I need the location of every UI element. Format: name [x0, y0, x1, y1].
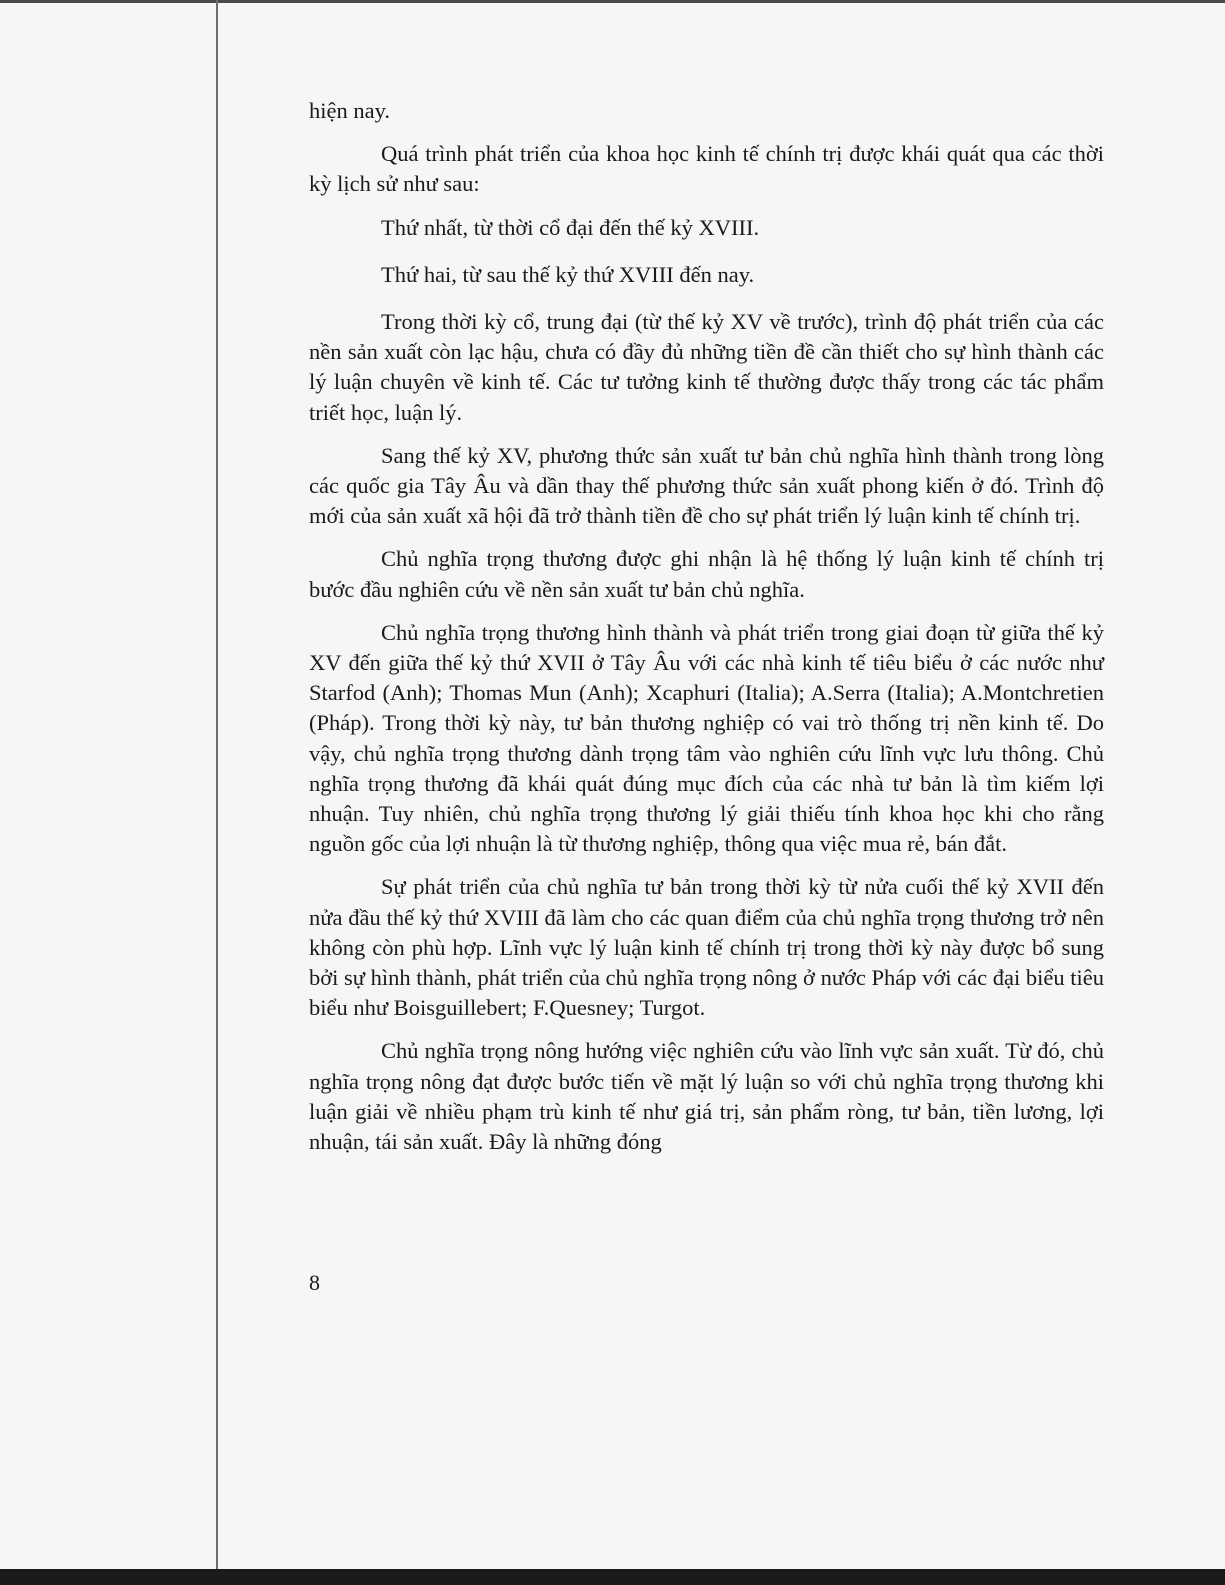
scan-bottom-edge [0, 1569, 1225, 1585]
paragraph-period-one: Thứ nhất, từ thời cổ đại đến thế kỷ XVIII. [381, 214, 760, 240]
paragraph-physiocracy-intro: Sự phát triển của chủ nghĩa tư bản trong thời kỳ từ nửa cuối thế kỷ XVII đến nửa đầu thế kỷ thứ XVIII đã làm cho các quan điểm của chủ nghĩa trọng thương trở nên không còn phù hợp. Lĩnh vực lý luận kinh tế chính trị trong thời kỳ này được bổ sung bởi sự hình thành, phát triển của chủ nghĩa trọng nông ở nước Pháp với các đại biểu tiêu biểu như Boisguillebert; F.Quesney; Turgot. [309, 874, 1104, 1021]
paragraph-physiocracy-detail: Chủ nghĩa trọng nông hướng việc nghiên cứu vào lĩnh vực sản xuất. Từ đó, chủ nghĩa trọng nông đạt được bước tiến về mặt lý luận so với chủ nghĩa trọng thương khi luận giải về nhiều phạm trù kinh tế như giá trị, sản phẩm ròng, tư bản, tiền lương, lợi nhuận, tái sản xuất. Đây là những đóng [309, 1038, 1104, 1155]
paragraph-continuation: hiện nay. [309, 98, 391, 123]
binding-edge-line [216, 0, 218, 1585]
paragraph-fifteenth-century: Sang thế kỷ XV, phương thức sản xuất tư bản chủ nghĩa hình thành trong lòng các quốc gia Tây Âu và dần thay thế phương thức sản xuất phong kiến ở đó. Trình độ mới của sản xuất xã hội đã trở thành tiền đề cho sự phát triển lý luận kinh tế chính trị. [309, 442, 1104, 529]
paragraph-mercantilism-detail: Chủ nghĩa trọng thương hình thành và phát triển trong giai đoạn từ giữa thế kỷ XV đến giữa thế kỷ thứ XVII ở Tây Âu với các nhà kinh tế tiêu biểu ở các nước như Starfod (Anh); Thomas Mun (Anh); Xcaphuri (Italia); A.Serra (Italia); A.Montchretien (Pháp). Trong thời kỳ này, tư bản thương nghiệp có vai trò thống trị nền kinh tế. Do vậy, chủ nghĩa trọng thương dành trọng tâm vào nghiên cứu lĩnh vực lưu thông. Chủ nghĩa trọng thương đã khái quát đúng mục đích của các nhà tư bản là tìm kiếm lợi nhuận. Tuy nhiên, chủ nghĩa trọng thương lý giải thiếu tính khoa học khi cho rằng nguồn gốc của lợi nhuận là từ thương nghiệp, thông qua việc mua rẻ, bán đắt. [309, 619, 1104, 857]
paragraph-mercantilism-intro: Chủ nghĩa trọng thương được ghi nhận là hệ thống lý luận kinh tế chính trị bước đầu nghiên cứu về nền sản xuất tư bản chủ nghĩa. [309, 546, 1104, 602]
body-text [309, 96, 1104, 1170]
scan-top-edge [0, 0, 1225, 3]
paragraph-ancient-medieval: Trong thời kỳ cổ, trung đại (từ thế kỷ XV về trước), trình độ phát triển của các nền sản xuất còn lạc hậu, chưa có đầy đủ những tiền đề cần thiết cho sự hình thành các lý luận chuyên về kinh tế. Các tư tưởng kinh tế thường được thấy trong các tác phẩm triết học, luận lý. [309, 309, 1104, 425]
paragraph-period-two: Thứ hai, từ sau thế kỷ thứ XVIII đến nay. [381, 261, 755, 287]
paragraph-overview: Quá trình phát triển của khoa học kinh tế chính trị được khái quát qua các thời kỳ lịch sử như sau: [309, 141, 1104, 197]
page-number: 8 [309, 1270, 320, 1295]
